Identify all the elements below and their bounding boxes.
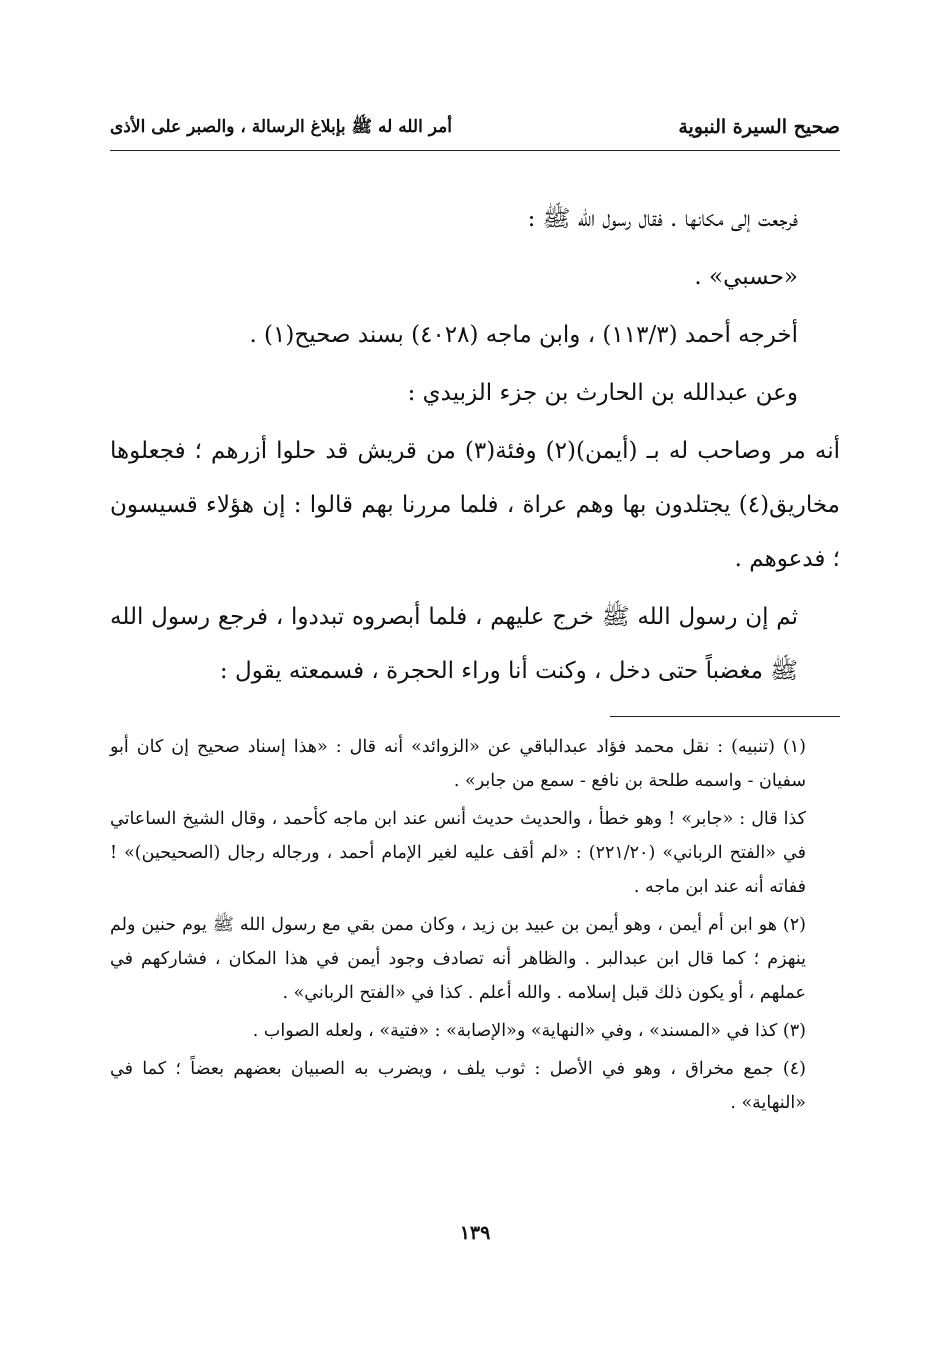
footnote: (٣) كذا في «المسند» ، وفي «النهاية» و«الإصابة» : «فتية» ، ولعله الصواب . — [252, 1021, 806, 1041]
running-header — [110, 110, 840, 151]
paragraph: ثم إن رسول الله ﷺ خرج عليهم ، فلما أبصروه تبددوا ، فرجع رسول الله ﷺ مغضباً حتى دخل ، وكنت أنا وراء الحجرة ، فسمعته يقول : — [110, 604, 798, 684]
paragraph: أخرجه أحمد (١١٣/٣) ، وابن ماجه (٤٠٢٨) بسند صحيح(١) . — [249, 322, 798, 348]
footnotes — [110, 730, 840, 1124]
paragraph: وعن عبدالله بن الحارث بن جزء الزبيدي : — [407, 380, 798, 406]
chapter-title: أمر الله له ﷺ بإبلاغ الرسالة ، والصبر على الأذى — [110, 117, 452, 137]
footnote: كذا قال : «جابر» ! وهو خطأ ، والحديث حديث أنس عند ابن ماجه كأحمد ، وقال الشيخ الساعاتي في «الفتح الرباني» (٢٢١/٢٠) : «لم أقف عليه لغير الإمام أحمد ، ورجاله رجال (الصحيحين)» ! ففاته أنه عند ابن ماجه . — [110, 809, 807, 897]
footnote: (٤) جمع مخراق ، وهو في الأصل : ثوب يلف ، ويضرب به الصبيان بعضهم بعضاً ؛ كما في «النهاية» . — [110, 1059, 806, 1113]
main-text — [110, 192, 840, 698]
footnote-separator — [610, 716, 840, 717]
book-title: صحيح السيرة النبوية — [678, 116, 840, 138]
page — [110, 0, 840, 1370]
footnote: (٢) هو ابن أم أيمن ، وهو أيمن بن عبيد بن زيد ، وكان ممن بقي مع رسول الله ﷺ يوم حنين ولم ينهزم ؛ كما قال ابن عبدالبر . والظاهر أنه تصادف وجود أيمن في هذا المكان ، فشاركهم في عملهم ، أو يكون ذلك قبل إسلامه . والله أعلم . كذا في «الفتح الرباني» . — [110, 915, 806, 1003]
footnote: (١) (تنبيه) : نقل محمد فؤاد عبدالباقي عن «الزوائد» أنه قال : «هذا إسناد صحيح إن كان أبو سفيان - واسمه طلحة بن نافع - سمع من جابر» . — [110, 737, 806, 791]
paragraph: فرجعت إلى مكانها . فقال رسول الله ﷺ : — [527, 206, 798, 232]
paragraph: أنه مر وصاحب له بـ (أيمن)(٢) وفئة(٣) من قريش قد حلوا أزرهم ؛ فجعلوها مخاريق(٤) يجتلدون بها وهم عراة ، فلما مررنا بهم قالوا : إن هؤلاء قسيسون ؛ فدعوهم . — [110, 438, 840, 572]
page-number: ١٣٩ — [459, 1222, 491, 1244]
paragraph: «حسبي» . — [694, 264, 798, 290]
